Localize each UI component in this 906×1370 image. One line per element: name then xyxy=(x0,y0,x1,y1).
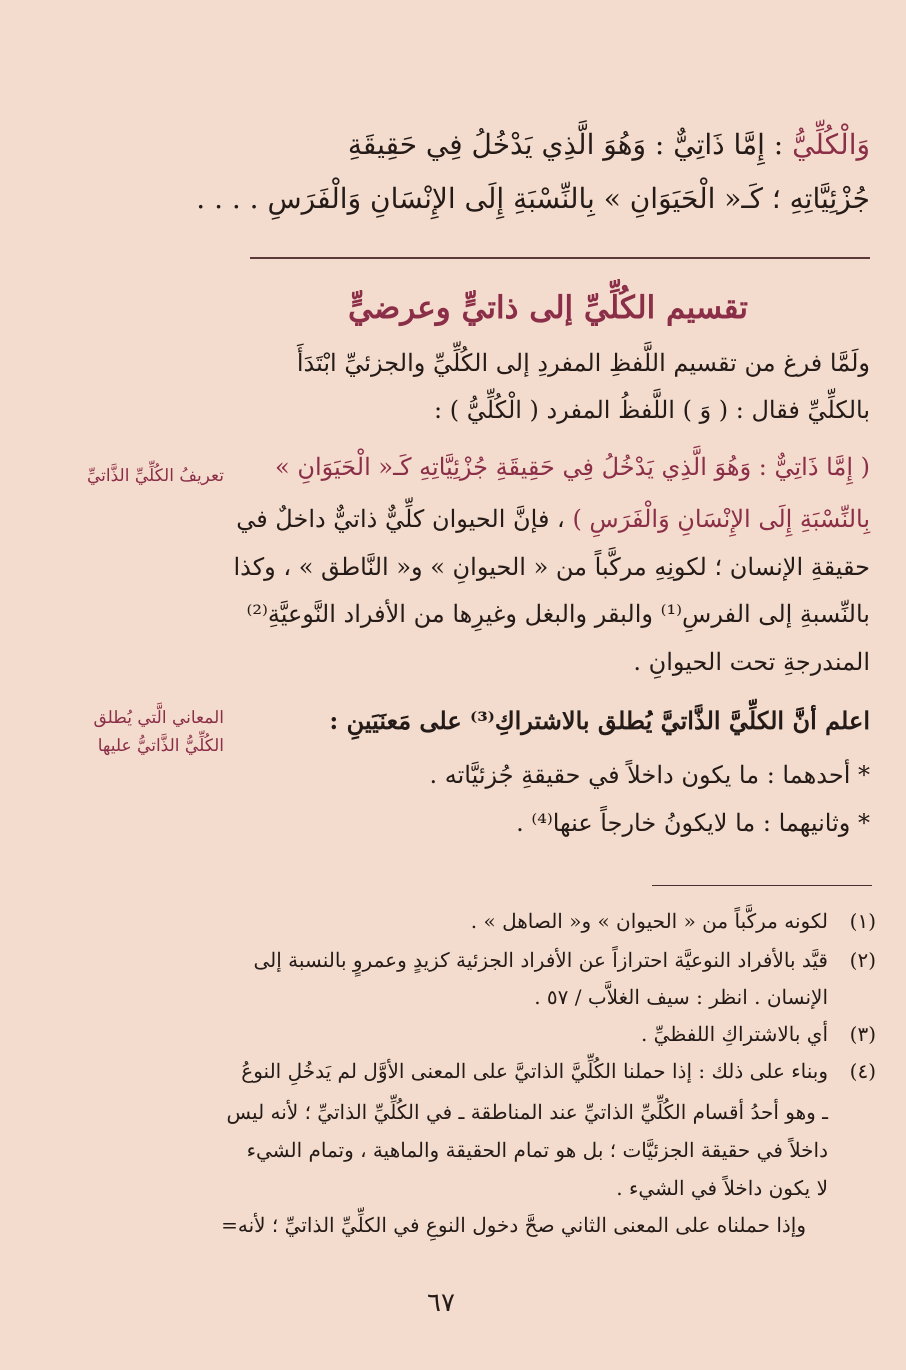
margin-note-meanings-line-2: الكُلِّيُّ الذَّاتيُّ عليها xyxy=(97,736,224,756)
body-p2-line-1: ( إِمَّا ذَاتِيٌّ : وَهُوَ الَّذِي يَدْخُلُ فِي حَقِيقَةِ جُزْئِيَّاتِهِ كَـ« الْحَيَوَانِ » xyxy=(275,453,870,481)
footnote-4-line-2: ـ وهو أحدُ أقسام الكُلِّيِّ الذاتيِّ عند المناطقة ـ في الكُلِّيِّ الذاتيِّ ؛ لأنه ليس xyxy=(226,1100,828,1124)
body-p2-line-2 xyxy=(236,505,870,533)
matn-line-1 xyxy=(40,128,870,161)
body-p3-line-2: * أحدهما : ما يكون داخلاً في حقيقةِ جُزئيَّاته . xyxy=(429,761,870,789)
margin-note-meanings-line-1: المعاني الَّتي يُطلق xyxy=(93,708,224,728)
footnote-number-1: (١) xyxy=(849,909,876,933)
section-divider xyxy=(250,257,870,259)
footnote-1: لكونه مركَّباً من « الحيوان » و« الصاهل » . xyxy=(470,909,828,933)
footnote-3: أي بالاشتراكِ اللفظيِّ . xyxy=(640,1022,828,1046)
footnote-number-2: (٢) xyxy=(849,948,876,972)
margin-note-definition: تعريفُ الكُلِّيِّ الذَّاتيِّ xyxy=(87,466,224,486)
body-p1-line-2: بالكلِّيِّ فقال : ( وَ ) اللَّفظُ المفرد ( الْكُلِّيُّ ) : xyxy=(434,396,870,424)
matn-line-1-text: : إِمَّا ذَاتِيٌّ : وَهُوَ الَّذِي يَدْخُلُ فِي حَقِيقَةِ xyxy=(347,128,784,161)
footnote-2-line-2: الإنسان . انظر : سيف الغلاَّب / ٥٧ . xyxy=(534,985,828,1009)
body-p2-line-2-text: ، فإنَّ الحيوان كلِّيٌّ ذاتيٌّ داخلٌ في xyxy=(236,505,565,533)
page-number: ٦٧ xyxy=(427,1288,455,1318)
body-p2-line-4: بالنِّسبةِ إلى الفرسِ⁽¹⁾ والبقر والبغل وغيرِها من الأفراد النَّوعيَّةِ⁽²⁾ xyxy=(246,600,870,628)
footnote-2-line-1: قيَّد بالأفراد النوعيَّة احترازاً عن الأفراد الجزئية كزيدٍ وعمروٍ بالنسبة إلى xyxy=(253,948,828,972)
body-p2-line-5: المندرجةِ تحت الحيوانِ . xyxy=(633,648,870,676)
body-p3-line-1: اعلم أنَّ الكلِّيَّ الذَّاتيَّ يُطلق بالاشتراكِ⁽³⁾ على مَعنَيَينِ : xyxy=(329,706,870,735)
footnote-4-line-3: داخلاً في حقيقة الجزئيَّات ؛ بل هو تمام الحقيقة والماهية ، وتمام الشيء xyxy=(246,1138,828,1162)
footnote-number-4: (٤) xyxy=(849,1059,876,1083)
body-p1-line-1: ولَمَّا فرغ من تقسيم اللَّفظِ المفردِ إلى الكُلِّيِّ والجزئيِّ ابْتَدَأَ xyxy=(296,349,870,377)
footnote-4-line-1: وبناء على ذلك : إذا حملنا الكُلِّيَّ الذاتيَّ على المعنى الأوَّل لم يَدخُلِ النوعُ xyxy=(241,1059,828,1083)
body-p3-line-3: * وثانيهما : ما لايكونُ خارجاً عنها⁽⁴⁾ . xyxy=(516,809,870,837)
body-p2-quote: بِالنِّسْبَةِ إِلَى الإِنْسَانِ وَالْفَرَسِ ) xyxy=(572,505,870,533)
section-title: تقسيم الكُلِّيِّ إلى ذاتيٍّ وعرضيٍّ xyxy=(348,290,748,326)
footnote-number-3: (٣) xyxy=(849,1022,876,1046)
footnote-4-line-5: وإذا حملناه على المعنى الثاني صحَّ دخول النوعِ في الكلِّيِّ الذاتيِّ ؛ لأنه= xyxy=(221,1213,806,1237)
body-p2-line-3: حقيقةِ الإنسان ؛ لكونِهِ مركَّباً من « الحيوانِ » و« النَّاطق » ، وكذا xyxy=(233,553,870,581)
matn-keyword: وَالْكُلِّيُّ xyxy=(792,128,870,161)
footnote-separator xyxy=(652,885,872,886)
footnote-4-line-4: لا يكون داخلاً في الشيء . xyxy=(616,1176,828,1200)
matn-line-2: جُزْئِيَّاتِهِ ؛ كَـ« الْحَيَوَانِ » بِالنِّسْبَةِ إِلَى الإِنْسَانِ وَالْفَرَسِ . . . . xyxy=(196,182,870,215)
